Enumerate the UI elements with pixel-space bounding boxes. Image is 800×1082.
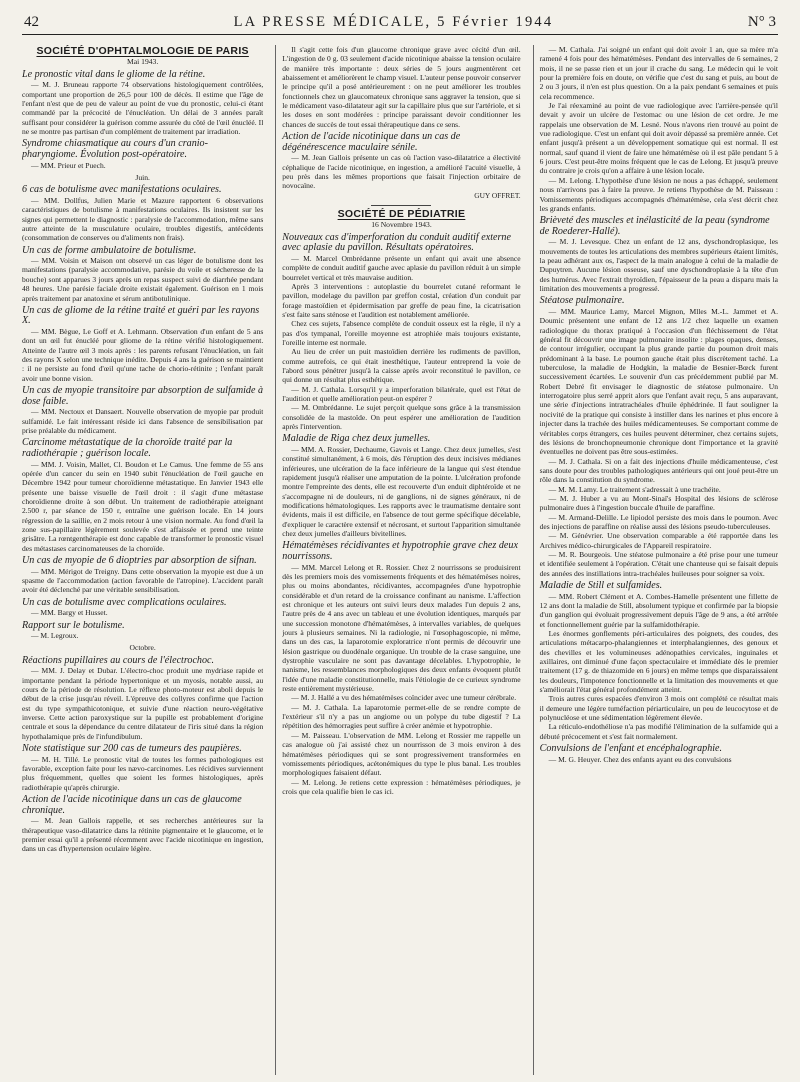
communication-title: Un cas de forme ambulatoire de botulisme. bbox=[22, 244, 197, 256]
paragraph: — M. J. Bruneau rapporte 74 observations histologiquement contrôlées, comportant une proportion de 26,5 pour 100 de décès. Il estime que l'âge de l'enfant n'est que de peu de valeur au point de vue du pronostic, celui-ci étant commandé par la précocité de l'énucléation. Un délai de 3 années paraît suffisant pour considérer la guérison comme assurée du côté de l'œil énucléé. Il ne se montre pas partisan d'un complément de traitement par irradiation. bbox=[22, 80, 264, 136]
communication-title: 6 cas de botulisme avec manifestations oculaires. bbox=[22, 184, 222, 196]
paragraph: Chez ces sujets, l'absence complète de conduit osseux est la règle, il n'y a pas d'os tympanal, l'oreille moyenne est atrophiée mais toujours existante, l'oreille interne est normale. bbox=[282, 319, 521, 347]
paragraph: — M. Lelong. L'hypothèse d'une lésion ne nous a pas échappé, seulement nous n'arrivons pas à faire la preuve. Je retiens l'hypothèse de M. Paisseau : Vomissements périodiques accompagnés d'hématémèse, cela s'est décrit chez les grands enfants. bbox=[539, 175, 778, 213]
paragraph: — M. J. Hallé a vu des hématémèses coïncider avec une tumeur cérébrale. bbox=[291, 693, 517, 703]
paragraph: — MM. Nectoux et Dansaert. Nouvelle observation de myopie par produit sulfamidé. Le fait intéressant réside ici dans l'absence de sensibilisation par prise préalable du médicament. bbox=[22, 407, 264, 435]
issue-number: N° 3 bbox=[747, 14, 776, 30]
signature: GUY OFFRET. bbox=[474, 190, 521, 200]
session-month: Juin. bbox=[135, 172, 150, 182]
society-heading: SOCIÉTÉ DE PÉDIATRIE bbox=[337, 208, 466, 220]
paragraph: — MM. Bargy et Husset. bbox=[31, 608, 108, 618]
communication-title: Le pronostic vital dans le gliome de la rétine. bbox=[22, 68, 206, 80]
communication-title: Action de l'acide nicotinique dans un cas de glaucome chronique. bbox=[22, 794, 242, 816]
paragraph: Au lieu de créer un puit mastoïdien derrière les rudiments de pavillon, comme autrefois, ce qui était inesthétique, l'auteur entreprend la voie de l'abord sous pénétrer jusqu'à la caisse après avoir reconstitué le pavillon, ce qui donne un résultat plus esthétique. bbox=[282, 347, 521, 385]
column-1 bbox=[22, 45, 263, 1075]
paragraph: — M. J. Cathala. Si on a fait des injections d'huile médicamenteuse, c'est sans doute pour des troubles pathologiques antérieurs qui ont joué peut-être un rôle dans la constitution du syndrome. bbox=[539, 456, 778, 485]
paragraph: — MM. Voisin et Maison ont observé un cas léger de botulisme dont les manifestations (paralysie accommodative, parésie du voile et sécheresse de la bouche) sont apparues 3 jours après un repas suspect suivi de diarrhée pendant 48 heures. Une parésie faciale droite existait également. Guérison en 1 mois après traitement par anatoxine et sérum antibotulinique. bbox=[22, 256, 264, 303]
communication-title: Syndrome chiasmatique au cours d'un cranio-pharyngiome. Évolution post-opératoire. bbox=[22, 138, 208, 160]
paragraph: Trois autres cures espacées d'environ 3 mois ont complété ce résultat mais il demeure une légère tuméfaction périarticulaire, un peu de leucocytose et de polynucléose et une sédimentation légèrement élevée. bbox=[539, 694, 778, 723]
session-date: 16 Novembre 1943. bbox=[371, 220, 432, 230]
communication-title: Action de l'acide nicotinique dans un cas de dégénérescence maculaire sénile. bbox=[282, 131, 461, 153]
paragraph: — M. H. Tillé. Le pronostic vital de toutes les formes pathologiques est favorable, exception faite pour les nævo-carcinomes. Les récidives surviennent plus fréquemment, quelles que soient les formes histologiques, après radiothérapie qu'après chirurgie. bbox=[22, 754, 264, 792]
paragraph: — M. Armand-Delille. Le lipiodol persiste des mois dans le poumon. Avec des injections de paraffine on réalise aussi des lésions pseudo-tuberculeuses. bbox=[539, 512, 778, 531]
column-2 bbox=[275, 45, 520, 1075]
section-divider bbox=[371, 205, 431, 206]
communication-title: Nouveaux cas d'imperforation du conduit auditif externe avec aplasie du pavillon. Résultats opératoires. bbox=[282, 231, 511, 254]
paragraph: — M. J. Huber a vu au Mont-Sinaï's Hospital des lésions de sclérose pulmonaire dues à l'ingestion buccale d'huile de paraffine. bbox=[539, 493, 778, 513]
paragraph: — M. Ombrédanne. Le sujet perçoit quelque sons grâce à la transmission consolidée de la mastoïde. On peut espérer une amélioration de l'audition après l'intervention. bbox=[282, 403, 521, 432]
paragraph: Les énormes gonflements péri-articulaires des poignets, des coudes, des articulations métacarpo-phalangiennes et interphalangiennes, des genoux et des chevilles et les volumineuses adénopathies cervicales, inguinales et axillaires, ont diminué d'une façon spectaculaire et immédiate dès le premier traitement (17 g. de thiazomide en 6 jours) en même temps que disparaissaient les douleurs, l'impotence fonctionnelle et la limitation des mouvements et que s'améliorait l'état général profondément atteint. bbox=[539, 628, 778, 695]
paragraph: — M. R. Bourgeois. Une stéatose pulmonaire a été prise pour une tumeur et identifiée seulement à l'opération. C'était une chanteuse qui se faisait depuis des années des instillations intra-trachéales huileuses pour soigner sa voix. bbox=[539, 549, 778, 578]
paragraph: — MM. Mérigot de Treigny. Dans cette observation la myopie est due à un spasme de l'accommodation (action favorable de l'atropine). L'accident paraît avoir été déclenché par une véritable sensibilisation. bbox=[22, 566, 264, 595]
paragraph: — M. Jean Gallois rappelle, et ses recherches antérieures sur la thérapeutique vaso-dilatatrice dans la rétinite pigmentaire et le glaucome, et le premier essai qu'il a présenté récemment avec l'acide nicotinique en ingestion, dans un cas d'hypertension oculaire légère. bbox=[22, 816, 264, 854]
communication-title: Maladie de Still et sulfamides. bbox=[539, 580, 663, 591]
paragraph: — M. J. Levesque. Chez un enfant de 12 ans, dyschondroplasique, les mouvements de toutes les articulations des membres supérieurs étaient limités, la peau adhérant aux os, l'aspect de la main analogue à celui de la maladie de Dupuytren. Aucune lésion osseuse, sauf une dyschondroplasie à la tête d'un des humérus. Avec l'extrait thyroïdien, l'épaisseur de la peau a disparu mais la limitation des mouvements a progressé. bbox=[539, 237, 778, 294]
article-columns bbox=[22, 45, 778, 1075]
communication-title: Un cas de gliome de la rétine traité et guéri par les rayons X. bbox=[22, 304, 260, 327]
paragraph: Je l'ai réexaminé au point de vue radiologique avec l'arrière-pensée qu'il devait y avoir un ulcère de l'estomac ou une lésion de cet ordre. Je me rappelais une observation de M. Lesné. Nous n'avons rien trouvé au point de vue radiologique. C'est un enfant qui doit avoir dépassé sa première année. Cet enfant jusqu'à présent a un développement somatique qui est normal. Il est normal, sauf quand il vient de faire une hématémèse où il est pâle pendant 5 à 6 jours. C'est peut-être moins fréquent que le cas de Lelong. Et jusqu'à preuve du contraire je crois qu'on a affaire à une lésion locale. bbox=[539, 101, 778, 176]
society-heading: SOCIÉTÉ D'OPHTALMOLOGIE DE PARIS bbox=[36, 45, 249, 57]
paragraph: — M. Jean Gallois présente un cas où l'action vaso-dilatatrice a électivité céphalique de l'acide nicotinique, en ingestion, a amélioré l'acuité visuelle, à peu près dans les mêmes proportions que faisait l'injection orbitaire de novocaïne. bbox=[282, 153, 521, 191]
communication-title: Carcinome métastatique de la choroïde traité par la radiothérapie ; guérison locale. bbox=[22, 437, 233, 459]
communication-title: Convulsions de l'enfant et encéphalographie. bbox=[539, 743, 723, 755]
paragraph: — MM. Bègue, Le Goff et A. Lehmann. Observation d'un enfant de 5 ans dont un œil fut énucléé pour gliome de la rétine vérifié histologiquement. Atteinte de l'autre œil 3 mois après : les parents refusant l'énucléation, un fait des rayons X selon une technique inédite. Depuis 4 ans la guérison se maintient : il ne persiste au fond d'œil qu'une tache de chorio-rétinite ; l'enfant paraît avoir une bonne vision. bbox=[22, 327, 264, 383]
communication-title: Stéatose pulmonaire. bbox=[539, 295, 625, 307]
paragraph: — MM. Maurice Lamy, Marcel Mignon, Mlles M.-L. Jammet et A. Doumic présentent une enfant de 12 ans 1/2 chez laquelle un examen radiologique du thorax pratiqué à l'occasion d'un fléchissement de l'état général fit découvrir une image pulmonaire insolite : plages opaques, denses, de contour irrégulier, occupant la plus grande partie du poumon droit mais prédominant à la base. Le poumon gauche était plus discrètement taché. La tuberculose, la maladie de Hodgkin, la maladie de Besnier-Bœck furent successivement écartées. Le souvenir d'un cas précédemment publié par M. Robert Debré fit envisager le diagnostic de stéatose pulmonaire. Un interrogatoire plus serré apprit alors que l'enfant avait reçu, 5 ans auparavant, une série d'injections intratrachéales d'huile éphédrinée. Il faut souligner la nocivité de la pratique qui consiste à instiller dans les narines et plus encore à injecter dans la trachée des huiles médicamenteuses. Se comportant comme de véritables corps étrangers, ces huiles peuvent déterminer, chez certains sujets, des lésions de bronchopneumonie chronique dont l'importance et la gravité éventuelles ne doivent pas être sous-estimées. bbox=[539, 307, 778, 457]
masthead bbox=[22, 14, 778, 35]
page-number: 42 bbox=[24, 14, 39, 30]
paragraph: — M. J. Cathala. Lorsqu'il y a imperforation bilatérale, quel est l'état de l'audition et quelle amélioration peut-on espérer ? bbox=[282, 384, 521, 404]
paragraph: — MM. Prieur et Puech. bbox=[31, 160, 106, 170]
paragraph: — M. J. Cathala. La laparotomie permet-elle de se rendre compte de l'extérieur s'il n'y a pas un angiome ou un polype du tube digestif ? La répétition des hémorragies peut suffire à créer anémie et hypotrophie. bbox=[282, 702, 521, 731]
communication-title: Réactions pupillaires au cours de l'électrochoc. bbox=[22, 654, 215, 666]
paragraph: — MM. J. Delay et Dubar. L'électro-choc produit une mydriase rapide et importante pendant la période hypertonique et un myosis, notable aussi, au cours de la période de résolution. Le réflexe photo-moteur est aboli depuis le début de la crise jusqu'au réveil. L'épreuve des collyres confirme que l'action est du type sympathicotonique, et suivie d'une réaction neuro-végétative inverse. Cette action paroxystique sur la pupille est probablement d'origine centrale et sous la dépendance du centre dilatateur de l'iris situé dans la région hypothalamique près de l'infundibulum. bbox=[22, 666, 264, 741]
paragraph: — M. M. Lamy. Le traitement s'adressait à une trachéite. bbox=[548, 484, 721, 494]
communication-title: Hématémèses récidivantes et hypotrophie grave chez deux nourrissons. bbox=[282, 540, 518, 563]
communication-title: Un cas de botulisme avec complications oculaires. bbox=[22, 596, 227, 608]
journal-title: LA PRESSE MÉDICALE, 5 Février 1944 bbox=[233, 14, 554, 30]
paragraph: — M. Lelong. Je retiens cette expression : hématémèses périodiques, je crois que cela qualifie bien le cas ici. bbox=[282, 777, 521, 796]
paragraph: Il s'agit cette fois d'un glaucome chronique grave avec cécité d'un œil. L'ingestion de 0 g. 03 seulement d'acide nicotinique abaisse la tension oculaire de manière très importante : deux séries de 5 jours augmentèrent cet abaissement et améliorèrent le champ visuel. L'auteur pense pouvoir conserver le principe qu'il a posé antérieurement : on ne peut améliorer les troubles fonctionnels chez un glaucomateux chronique sans aggraver la tension, que si le médicament vaso-dilatateur agit sur la capillaire plus que sur l'artériole, et si les doses en sont modérées : principe paraissant devoir conditionner les chances de succès de tout essai thérapeutique dans ce sens. bbox=[282, 45, 521, 129]
session-month: Octobre. bbox=[129, 643, 156, 653]
paragraph: — M. Legroux. bbox=[31, 631, 79, 641]
paragraph: — M. Génévrier. Une observation comparable a été rapportée dans les Archives médico-chirurgicales de l'Appareil respiratoire. bbox=[539, 531, 778, 550]
paragraph: — MM. A. Rossier, Dechaume, Gavois et Lange. Chez deux jumelles, s'est constitué simultanément, à 6 mois, dès l'éruption des deux incisives médianes inférieures, une ulcération de la face inférieure de la langue qui s'est étendue rapidement jusqu'à réaliser une amputation de la pointe. L'ulcération profonde montre l'empreinte des dents, elle est recouverte d'un enduit diphtéroïde et ne s'accompagne ni de douleurs, ni de ganglions, ni de signes généraux, ni de modifications hématologiques. Les rapports avec le traumatisme dentaire sont évidents, mais il est difficile, en l'absence de tout germe spécifique décelable, d'expliquer le caractère extensif et nécrosant, et surtout l'apparition simultanée chez deux jumelles d'ailleurs bivitellines. bbox=[282, 445, 521, 539]
column-3 bbox=[533, 45, 778, 1075]
paragraph: — M. Marcel Ombrédanne présente un enfant qui avait une absence complète de conduit auditif gauche avec aplasie du pavillon réduit à un simple bourrelet vertical et très mauvaise audition. bbox=[282, 253, 521, 282]
paragraph: — M. Cathala. J'ai soigné un enfant qui doit avoir 1 an, que sa mère m'a ramené 4 fois pour des hématémèses. Pendant des intervalles de 6 semaines, 2 mois, il ne se passe rien et un jour il crache du sang. Le médecin qui le voit pour la première fois en doute, on vérifie que c'est du sang et puis, au bout de 2 ou 3 jours, il n'en est plus question. On a la paix pendant 6 semaines et puis cela recommence. bbox=[539, 45, 778, 101]
communication-title: Rapport sur le botulisme. bbox=[22, 619, 125, 631]
communication-title: Maladie de Riga chez deux jumelles. bbox=[282, 433, 431, 445]
paragraph: — MM. Robert Clément et A. Combes-Hamelle présentent une fillette de 12 ans dont la maladie de Still, absolument typique et confirmée par la biopsie d'un ganglion qui évoluait progressivement depuis l'âge de 9 ans, a été arrêtée et fonctionnellement guérie par la sulfamidothérapie. bbox=[539, 591, 778, 629]
paragraph: La réticulo-endothéliose n'a pas modifié l'élimination de la sulfamide qui a débuté précocement et s'est fait normalement. bbox=[539, 722, 778, 741]
paragraph: — MM. Dollfus, Julien Marie et Mazure rapportent 6 observations caractéristiques de botulisme à manifestations oculaires. Ils insistent sur les signes qui permettent le diagnostic : paralysie de l'accommodation, même sans autre atteinte de la musculature oculaire, troubles digestifs, antécédents (consommation de conserves ou d'aliments non frais). bbox=[22, 195, 264, 243]
paragraph: — M. G. Heuyer. Chez des enfants ayant eu des convulsions bbox=[548, 754, 732, 764]
communication-title: Un cas de myopie de 6 dioptries par absorption de sifnan. bbox=[22, 554, 257, 566]
paragraph: — M. Paisseau. L'observation de MM. Lelong et Rossier me rappelle un cas analogue où j'ai assisté chez un nourrisson de 3 mois environ à des hématémèses périodiques qui se sont progressivement transformées en vomissements périodiques, acétonémiques du type le plus banal. Les troubles morphologiques faisaient défaut. bbox=[282, 730, 521, 778]
paragraph: — MM. Marcel Lelong et R. Rossier. Chez 2 nourrissons se produisirent dès les premiers mois des vomissements fréquents et des hématémèses noires, plus ou moins abondantes, récidivantes, accompagnées d'une hypotrophie considérable et d'un retard de la croissance confinant au nanisme. L'affection est chronique et les auteurs ont suivi leurs deux malades l'un depuis 2 ans, l'autre près de 4 ans avec un tableau et une évolution identiques, marqués par une succession monotone d'hématémèses, à intervalles variables, de quelques jours à plusieurs semaines. Ni la radiologie, ni l'œsophagoscopie, ni même, dans un des cas, la laparotomie exploratrice n'ont permis de découvrir une lésion gastrique ou duodénale organique. Un trouble de la crase sanguine, une dystrophie vasculaire ne sont pas davantage décelables. L'hypotrophie, le nanisme, les ressemblances morphologiques des deux enfants évoquent plutôt l'idée d'une maladie constitutionnelle, mais l'étiologie de ce curieux syndrome reste entièrement mystérieuse. bbox=[282, 562, 521, 694]
paragraph: — MM. J. Voisin, Mallet, Cl. Boudon et Le Camus. Une femme de 55 ans opérée d'un cancer du sein en 1940 subit l'énucléation de l'œil gauche en Décembre 1942 pour tumeur choroïdienne métastatique. En Janvier 1943 elle présente une baisse visuelle de l'œil droit : il s'agit d'une métastase choroïdienne droite à son début. Un traitement de radiothérapie atteignant 2.500 r, par séance de 150 r, entraîne une guérison locale. En 14 jours régression de la saillie, en 2 mois retour à une vision normale. Au fond d'œil la zone sus-papillaire légèrement soulevée s'est affaissée et prend une teinte grisâtre. La rœntgenthérapie est donc capable de transformer le pronostic visuel des métastases carcinomateuses de la choroïde. bbox=[22, 459, 264, 553]
session-date: Mai 1943. bbox=[127, 57, 159, 67]
communication-title: Note statistique sur 200 cas de tumeurs des paupières. bbox=[22, 743, 242, 755]
communication-title: Un cas de myopie transitoire par absorption de sulfamide à dose faible. bbox=[22, 385, 264, 407]
paragraph: Après 3 interventions : autoplastie du bourrelet cutané reformant le pavillon, modelage du pavillon par greffon costal, création d'un conduit par forage mastoïdien et épidermisation par greffe de peau fine, la cicatrisation s'est faite sans sténose et l'audition est notablement améliorée. bbox=[282, 281, 521, 319]
communication-title: Brièveté des muscles et inélasticité de la peau (syndrome de Roederer-Hallé). bbox=[539, 215, 770, 237]
